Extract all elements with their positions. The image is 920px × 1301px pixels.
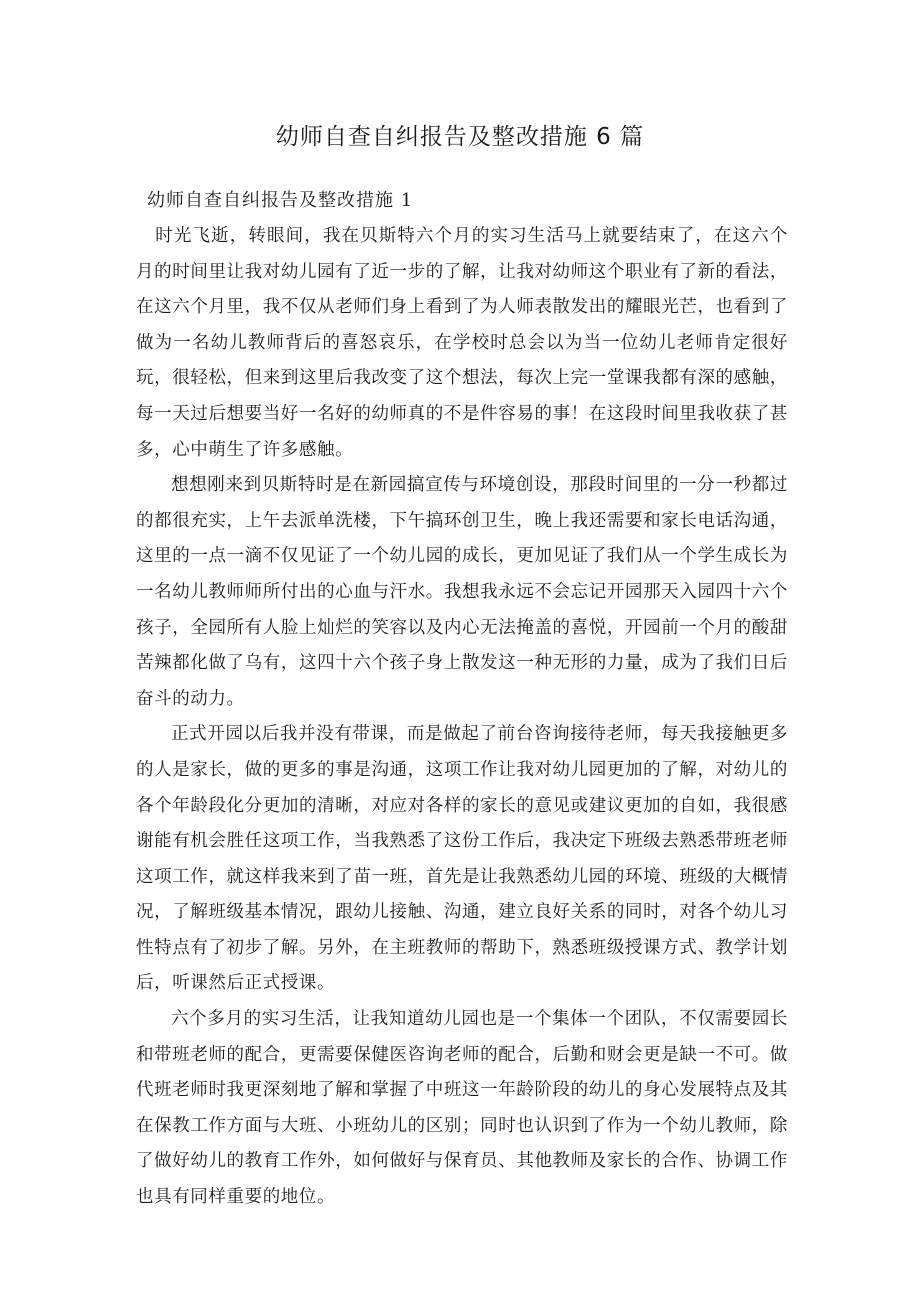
document-body — [136, 219, 788, 1216]
paragraph: 正式开园以后我并没有带课，而是做起了前台咨询接待老师，每天我接触更多的人是家长，做的更多的事是沟通，这项工作让我对幼儿园更加的了解，对幼儿的各个年龄段化分更加的清晰，对应对各样的家长的意见或建议更加的自如，我很感谢能有机会胜任这项工作，当我熟悉了这份工作后，我决定下班级去熟悉带班老师这项工作，就这样我来到了苗一班，首先是让我熟悉幼儿园的环境、班级的大概情况，了解班级基本情况，跟幼儿接触、沟通，建立良好关系的同时，对各个幼儿习性特点有了初步了解。另外，在主班教师的帮助下，熟悉班级授课方式、教学计划后，听课然后正式授课。 — [136, 724, 788, 994]
paragraph: 想想刚来到贝斯特时是在新园搞宣传与环境创设，那段时间里的一分一秒都过的都很充实，上午去派单洗楼，下午搞环创卫生，晚上我还需要和家长电话沟通，这里的一点一滴不仅见证了一个幼儿园的成长，更加见证了我们从一个学生成长为一名幼儿教师师所付出的心血与汗水。我想我永远不会忘记开园那天入园四十六个孩子，全园所有人脸上灿烂的笑容以及内心无法掩盖的喜悦，开园前一个月的酸甜苦辣都化做了乌有，这四十六个孩子身上散发这一种无形的力量，成为了我们日后奋斗的动力。 — [136, 475, 788, 709]
paragraph: 时光飞逝，转眼间，我在贝斯特六个月的实习生活马上就要结束了，在这六个月的时间里让我对幼儿园有了近一步的了解，让我对幼师这个职业有了新的看法，在这六个月里，我不仅从老师们身上看到了为人师表散发出的耀眼光芒，也看到了做为一名幼儿教师背后的喜怒哀乐，在学校时总会以为当一位幼儿老师肯定很好玩，很轻松，但来到这里后我改变了这个想法，每次上完一堂课我都有深的感触，每一天过后想要当好一名好的幼师真的不是件容易的事！在这段时间里我收获了甚多，心中萌生了许多感触。 — [136, 226, 788, 460]
document-title: 幼师自查自纠报告及整改措施 6 篇 — [275, 124, 645, 150]
paragraph: 六个多月的实习生活，让我知道幼儿园也是一个集体一个团队，不仅需要园长和带班老师的配合，更需要保健医咨询老师的配合，后勤和财会更是缺一不可。做代班老师时我更深刻地了解和掌握了中班这一年龄阶段的幼儿的身心发展特点及其在保教工作方面与大班、小班幼儿的区别；同时也认识到了作为一个幼儿教师，除了做好幼儿的教育工作外，如何做好与保育员、其他教师及家长的合作、协调工作也具有同样重要的地位。 — [136, 1009, 788, 1208]
section-heading: 幼师自查自纠报告及整改措施 1 — [147, 190, 414, 211]
